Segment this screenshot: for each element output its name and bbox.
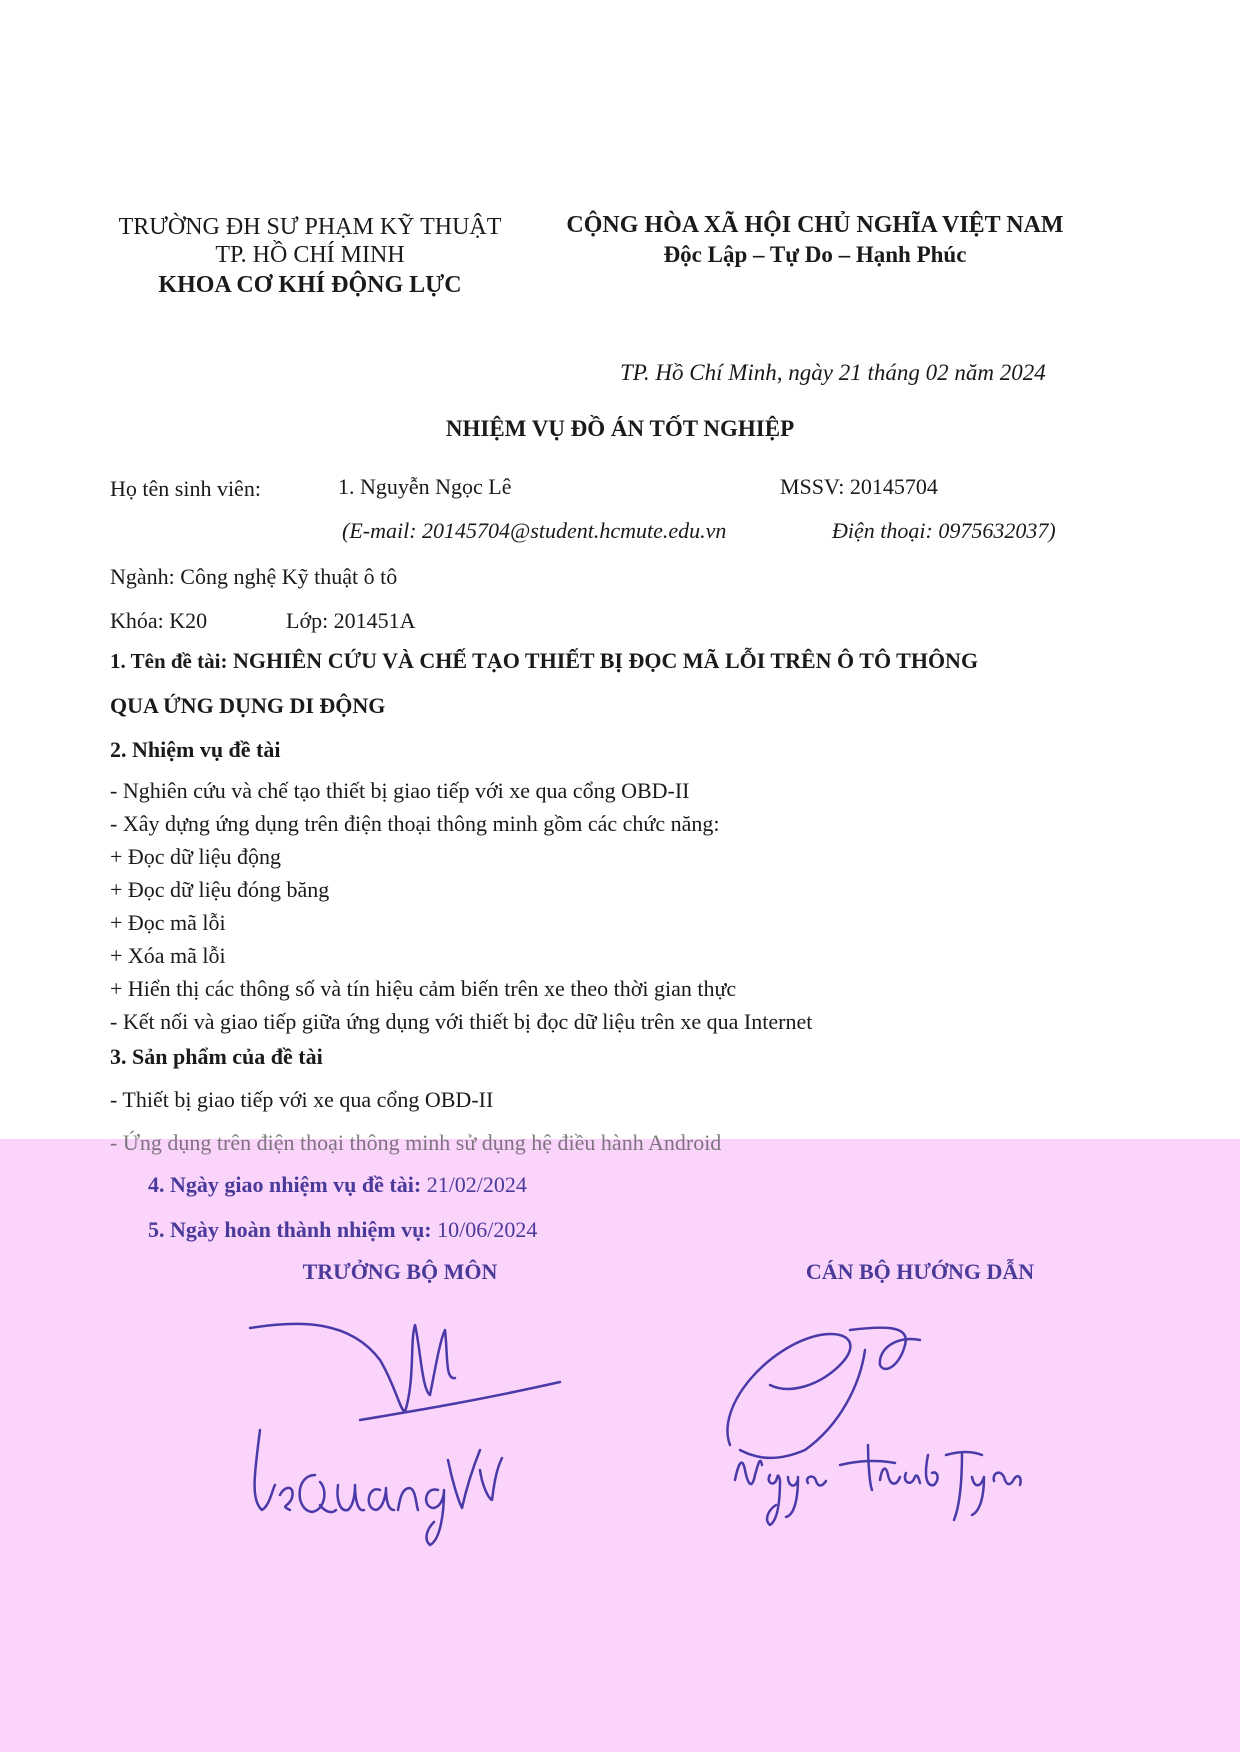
task-item: - Kết nối và giao tiếp giữa ứng dụng với thiết bị đọc dữ liệu trên xe qua Internet: [110, 1009, 813, 1034]
assign-date-label: 4. Ngày giao nhiệm vụ đề tài:: [148, 1172, 422, 1197]
date-line: TP. Hồ Chí Minh, ngày 21 tháng 02 năm 2024: [620, 360, 1046, 385]
topic-title-text: NGHIÊN CỨU VÀ CHẾ TẠO THIẾT BỊ ĐỌC MÃ LỖI TRÊN Ô TÔ THÔNG: [232, 648, 979, 673]
task-item: - Nghiên cứu và chế tạo thiết bị giao tiếp với xe qua cổng OBD-II: [110, 778, 690, 803]
student-id: MSSV: 20145704: [780, 474, 938, 499]
student-name-label: Họ tên sinh viên:: [110, 476, 261, 501]
task-item: + Đọc dữ liệu động: [110, 844, 281, 869]
product-item: - Ứng dụng trên điện thoại thông minh sử dụng hệ điều hành Android: [110, 1130, 722, 1155]
tasks-heading: 2. Nhiệm vụ đề tài: [110, 737, 281, 762]
faculty-name: KHOA CƠ KHÍ ĐỘNG LỰC: [158, 272, 462, 298]
complete-date-line: [148, 1217, 537, 1243]
topic-label: 1. Tên đề tài:: [110, 649, 228, 673]
student-major: Ngành: Công nghệ Kỹ thuật ô tô: [110, 564, 398, 589]
student-class: Lớp: 201451A: [286, 608, 416, 633]
topic-title-line2: QUA ỨNG DỤNG DI ĐỘNG: [110, 693, 386, 718]
student-course: Khóa: K20: [110, 608, 208, 633]
products-heading: 3. Sản phẩm của đề tài: [110, 1044, 323, 1069]
task-item: - Xây dựng ứng dụng trên điện thoại thông minh gồm các chức năng:: [110, 811, 720, 836]
assign-date-line: [148, 1172, 527, 1198]
student-email: (E-mail: 20145704@student.hcmute.edu.vn: [342, 518, 727, 543]
complete-date-value: 10/06/2024: [437, 1217, 538, 1242]
topic-title-line1: [110, 648, 978, 674]
complete-date-label: 5. Ngày hoàn thành nhiệm vụ:: [148, 1217, 432, 1242]
school-city: TP. HỒ CHÍ MINH: [215, 242, 405, 268]
task-item: + Đọc dữ liệu đóng băng: [110, 877, 330, 902]
motto: Độc Lập – Tự Do – Hạnh Phúc: [663, 242, 967, 267]
supervisor-title: CÁN BỘ HƯỚNG DẪN: [805, 1259, 1035, 1284]
task-item: + Đọc mã lỗi: [110, 910, 226, 935]
product-item: - Thiết bị giao tiếp với xe qua cổng OBD-II: [110, 1087, 494, 1112]
country-name: CỘNG HÒA XÃ HỘI CHỦ NGHĨA VIỆT NAM: [566, 212, 1064, 238]
school-name: TRƯỜNG ĐH SƯ PHẠM KỸ THUẬT: [118, 214, 502, 240]
assign-date-value: 21/02/2024: [426, 1172, 527, 1197]
task-item: + Hiển thị các thông số và tín hiệu cảm biến trên xe theo thời gian thực: [110, 976, 737, 1001]
student-phone: Điện thoại: 0975632037): [832, 518, 1056, 543]
head-of-dept-title: TRƯỞNG BỘ MÔN: [302, 1259, 498, 1284]
task-item: + Xóa mã lỗi: [110, 943, 226, 968]
page-title: NHIỆM VỤ ĐỒ ÁN TỐT NGHIỆP: [445, 416, 795, 441]
student-name-value: 1. Nguyễn Ngọc Lê: [338, 474, 512, 499]
